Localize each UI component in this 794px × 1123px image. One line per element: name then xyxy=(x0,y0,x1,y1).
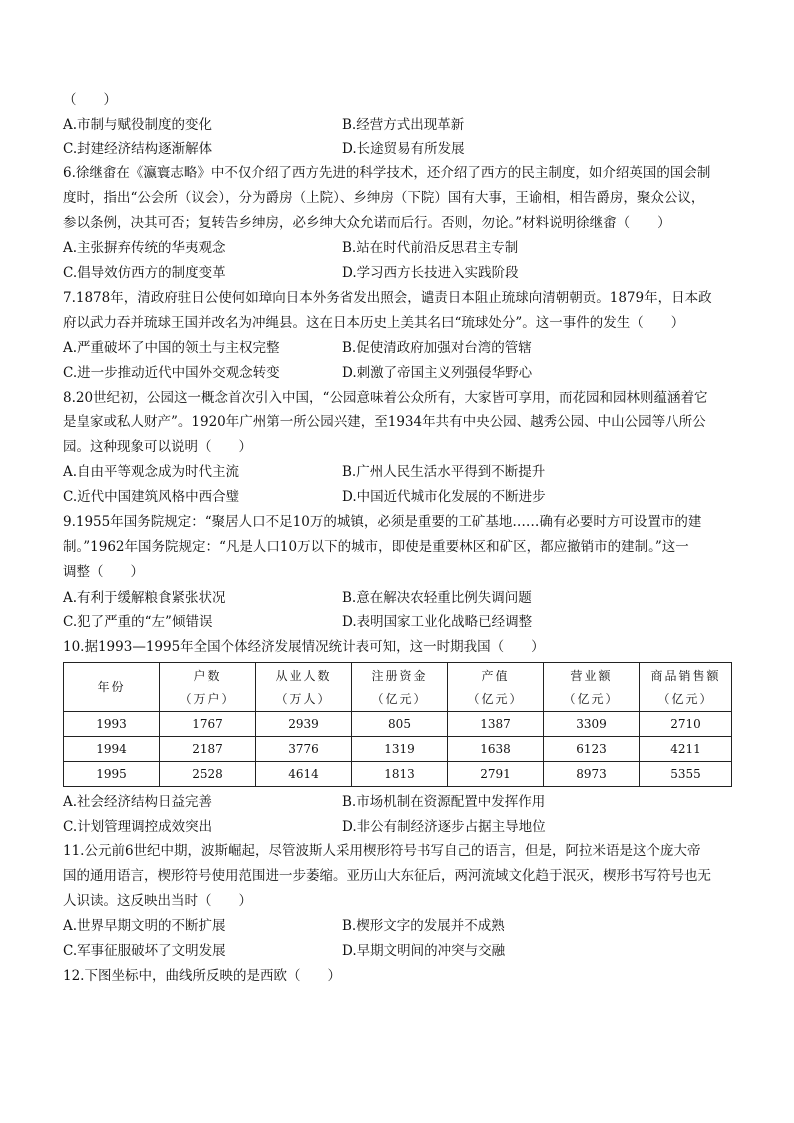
q6-stem-line-2: 度时，指出“公会所（议会），分为爵房（上院）、乡绅房（下院）国有大事，王谕相，相告爵房，聚众公议， xyxy=(63,190,705,206)
table-cell: 1813 xyxy=(352,762,448,787)
q11-option-a: A.世界早期文明的不断扩展 xyxy=(63,918,226,934)
table-cell: 1995 xyxy=(64,762,160,787)
table-cell: 2791 xyxy=(448,762,544,787)
header-sales-unit: （亿元） xyxy=(657,692,714,706)
table-cell: 805 xyxy=(352,712,448,737)
q9-stem-line-2: 制。”1962年国务院规定：“凡是人口10万以下的城市，即使是重要林区和矿区，都应撤销市的建制。”这一 xyxy=(63,539,689,555)
header-turnover-unit: （亿元） xyxy=(563,692,620,706)
q11-option-c: C.军事征服破坏了文明发展 xyxy=(63,943,226,959)
q11-stem-line-3: 人识读。这反映出当时（ ） xyxy=(63,893,252,909)
table-cell: 2710 xyxy=(640,712,732,737)
q8-stem-line-2: 是皇家或私人财产”。1920年广州第一所公园兴建，至1934年共有中央公园、越秀公园、中山公园等八所公 xyxy=(63,414,706,430)
q11-stem-line-2: 国的通用语言，楔形符号使用范围进一步萎缩。亚历山大东征后，两河流域文化趋于泯灭，楔形书写符号也无 xyxy=(63,868,711,884)
table-cell: 2939 xyxy=(256,712,352,737)
header-households xyxy=(160,663,256,712)
table-cell: 5355 xyxy=(640,762,732,787)
q6-option-d: D.学习西方长技进入实践阶段 xyxy=(342,265,519,281)
header-output-label: 产值 xyxy=(481,669,510,683)
q11-option-b: B.楔形文字的发展并不成熟 xyxy=(342,918,505,934)
table-cell: 1319 xyxy=(352,737,448,762)
header-year xyxy=(64,663,160,712)
q8-option-b: B.广州人民生活水平得到不断提升 xyxy=(342,464,546,480)
q11-stem-line-1: 11.公元前6世纪中期，波斯崛起，尽管波斯人采用楔形符号书写自己的语言，但是，阿拉米语是这个庞大帝 xyxy=(63,843,701,859)
table-cell: 8973 xyxy=(544,762,640,787)
q5-answer-blank: （ ） xyxy=(63,92,117,108)
q9-option-c: C.犯了严重的“左”倾错误 xyxy=(63,614,213,630)
header-turnover xyxy=(544,663,640,712)
header-output-value xyxy=(448,663,544,712)
table-row xyxy=(64,762,732,787)
table-cell: 1994 xyxy=(64,737,160,762)
header-output-unit: （亿元） xyxy=(467,692,524,706)
individual-economy-stats-table xyxy=(63,662,732,787)
table-cell: 4614 xyxy=(256,762,352,787)
table-cell: 2528 xyxy=(160,762,256,787)
q10-stem: 10.据1993—1995年全国个体经济发展情况统计表可知，这一时期我国（ ） xyxy=(63,639,545,655)
q5-option-d: D.长途贸易有所发展 xyxy=(342,141,465,157)
q6-option-c: C.倡导效仿西方的制度变革 xyxy=(63,265,226,281)
q8-stem-line-1: 8.20世纪初，公园这一概念首次引入中国，“公园意味着公众所有，大家皆可享用，而花园和园林则蕴涵着它 xyxy=(63,390,708,406)
q7-stem-line-2: 府以武力吞并琉球王国并改名为冲绳县。这在日本历史上美其名曰“琉球处分”。这一事件的发生（ ） xyxy=(63,315,685,331)
q5-option-c: C.封建经济结构逐渐解体 xyxy=(63,141,213,157)
q6-option-a: A.主张摒弃传统的华夷观念 xyxy=(63,240,226,256)
header-employees xyxy=(256,663,352,712)
q7-option-d: D.刺激了帝国主义列强侵华野心 xyxy=(342,365,533,381)
header-sales-label: 商品销售额 xyxy=(650,669,721,683)
header-employees-unit: （万人） xyxy=(275,692,332,706)
header-capital-unit: （亿元） xyxy=(371,692,428,706)
header-households-label: 户数 xyxy=(193,669,222,683)
table-cell: 1767 xyxy=(160,712,256,737)
header-households-unit: （万户） xyxy=(179,692,236,706)
q9-option-d: D.表明国家工业化战略已经调整 xyxy=(342,614,533,630)
q11-option-d: D.早期文明间的冲突与交融 xyxy=(342,943,506,959)
q6-stem-line-3: 参以条例，决其可否；复转告乡绅房，必乡绅大众允诺而后行。否则，勿论。”材料说明徐继畬（ ） xyxy=(63,215,671,231)
header-turnover-label: 营业额 xyxy=(570,669,613,683)
table-cell: 6123 xyxy=(544,737,640,762)
q12-stem: 12.下图坐标中，曲线所反映的是西欧（ ） xyxy=(63,968,341,984)
q8-option-c: C.近代中国建筑风格中西合璧 xyxy=(63,489,240,505)
header-retail-sales xyxy=(640,663,732,712)
q10-option-b: B.市场机制在资源配置中发挥作用 xyxy=(342,794,546,810)
q7-option-b: B.促使清政府加强对台湾的管辖 xyxy=(342,340,532,356)
q10-option-d: D.非公有制经济逐步占据主导地位 xyxy=(342,819,546,835)
q10-option-a: A.社会经济结构日益完善 xyxy=(63,794,213,810)
header-year-label: 年份 xyxy=(97,680,126,694)
q7-stem-line-1: 7.1878年，清政府驻日公使何如璋向日本外务省发出照会，谴责日本阻止琉球向清朝朝贡。1879年，日本政 xyxy=(63,290,712,306)
q8-option-d: D.中国近代城市化发展的不断进步 xyxy=(342,489,546,505)
q7-option-a: A.严重破坏了中国的领土与主权完整 xyxy=(63,340,280,356)
table-cell: 1387 xyxy=(448,712,544,737)
table-header-row xyxy=(64,663,732,712)
q5-option-a: A.市制与赋役制度的变化 xyxy=(63,117,213,133)
q10-option-c: C.计划管理调控成效突出 xyxy=(63,819,213,835)
table-row xyxy=(64,712,732,737)
q8-stem-line-3: 园。这种现象可以说明（ ） xyxy=(63,439,252,455)
q9-stem-line-3: 调整（ ） xyxy=(63,564,144,580)
header-capital-label: 注册资金 xyxy=(371,669,428,683)
q7-option-c: C.进一步推动近代中国外交观念转变 xyxy=(63,365,280,381)
header-employees-label: 从业人数 xyxy=(275,669,332,683)
table-cell: 2187 xyxy=(160,737,256,762)
table-cell: 3309 xyxy=(544,712,640,737)
table-cell: 1638 xyxy=(448,737,544,762)
q8-option-a: A.自由平等观念成为时代主流 xyxy=(63,464,240,480)
q9-option-b: B.意在解决农轻重比例失调问题 xyxy=(342,590,532,606)
table-cell: 1993 xyxy=(64,712,160,737)
q6-stem-line-1: 6.徐继畬在《瀛寰志略》中不仅介绍了西方先进的科学技术，还介绍了西方的民主制度，如介绍英国的国会制 xyxy=(63,165,711,181)
table-cell: 4211 xyxy=(640,737,732,762)
table-cell: 3776 xyxy=(256,737,352,762)
header-registered-capital xyxy=(352,663,448,712)
table-row xyxy=(64,737,732,762)
q9-stem-line-1: 9.1955年国务院规定：“聚居人口不足10万的城镇，必须是重要的工矿基地……确有必要时方可设置市的建 xyxy=(63,514,702,530)
q9-option-a: A.有利于缓解粮食紧张状况 xyxy=(63,590,226,606)
q5-option-b: B.经营方式出现革新 xyxy=(342,117,465,133)
q6-option-b: B.站在时代前沿反思君主专制 xyxy=(342,240,519,256)
